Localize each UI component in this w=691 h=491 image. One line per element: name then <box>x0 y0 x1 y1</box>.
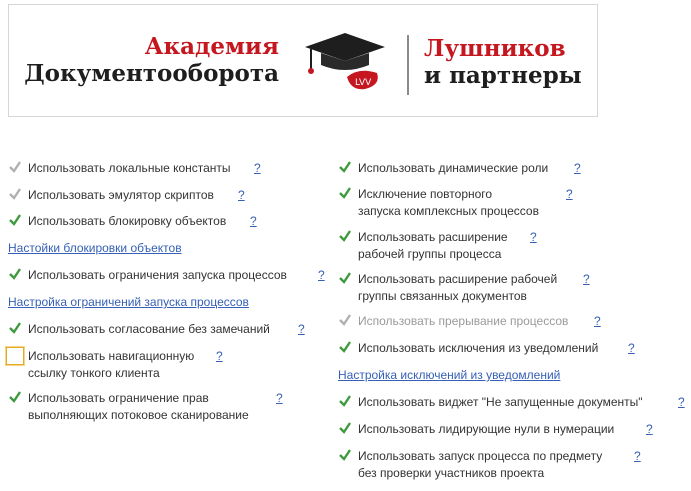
checkmark-icon <box>338 186 352 200</box>
help-streaming-scan-rights[interactable]: ? <box>276 391 283 405</box>
brand-partners-title: Лушников <box>424 35 566 62</box>
checkmark-icon <box>338 229 352 243</box>
label-thin-client-link-line2: ссылку тонкого клиента <box>28 366 160 380</box>
banner-divider <box>407 35 409 95</box>
checkmark-icon <box>8 267 22 281</box>
label-script-emulator: Использовать эмулятор скриптов <box>28 188 214 202</box>
checkbox-streaming-scan-rights[interactable] <box>8 390 22 404</box>
help-process-workgroup-extension[interactable]: ? <box>530 230 537 244</box>
checkmark-icon <box>338 313 352 327</box>
label-repeat-complex-exclusion-line2: запуска комплексных процессов <box>358 204 539 218</box>
checkbox-process-workgroup-extension[interactable] <box>338 229 352 243</box>
label-process-workgroup-extension-line1: Использовать расширение <box>358 230 508 244</box>
help-thin-client-link[interactable]: ? <box>216 349 223 363</box>
link-notification-exclusions-settings[interactable]: Настройка исключений из уведомлений <box>338 368 561 382</box>
label-repeat-complex-exclusion-line1: Исключение повторного <box>358 187 493 201</box>
label-notification-exclusions: Использовать исключения из уведомлений <box>358 341 599 355</box>
checkmark-icon <box>8 390 22 404</box>
help-repeat-complex-exclusion[interactable]: ? <box>566 187 573 201</box>
help-process-interruption[interactable]: ? <box>594 314 601 328</box>
checkbox-repeat-complex-exclusion[interactable] <box>338 186 352 200</box>
label-linked-docs-workgroup-extension-line2: группы связанных документов <box>358 289 527 303</box>
link-process-start-limits-settings[interactable]: Настройка ограничений запуска процессов <box>8 295 249 309</box>
link-object-locking-settings[interactable]: Настойки блокировки объектов <box>8 241 182 255</box>
checkbox-linked-docs-workgroup-extension[interactable] <box>338 271 352 285</box>
option-process-workgroup-extension[interactable] <box>338 229 638 263</box>
label-leading-zeros-numbering: Использовать лидирующие нули в нумерации <box>358 422 615 436</box>
checkmark-icon <box>338 448 352 462</box>
option-repeat-complex-exclusion[interactable] <box>338 186 638 220</box>
brand-partners-subtitle: и партнеры <box>424 62 582 89</box>
label-not-started-docs-widget: Использовать виджет "Не запущенные документы" <box>358 395 643 409</box>
checkbox-subject-process-start[interactable] <box>338 448 352 462</box>
label-object-locking: Использовать блокировку объектов <box>28 214 227 228</box>
checkbox-approval-no-remarks[interactable] <box>8 321 22 335</box>
option-streaming-scan-rights[interactable] <box>8 390 308 424</box>
help-object-locking[interactable]: ? <box>250 214 257 228</box>
brand-partners <box>424 37 582 87</box>
brand-academy-title: Академия <box>144 33 279 60</box>
help-approval-no-remarks[interactable]: ? <box>298 322 305 336</box>
help-notification-exclusions[interactable]: ? <box>628 341 635 355</box>
brand-academy-subtitle: Документооборота <box>24 60 279 87</box>
help-script-emulator[interactable]: ? <box>238 188 245 202</box>
label-streaming-scan-rights-line1: Использовать ограничение прав <box>28 391 209 405</box>
help-local-constants[interactable]: ? <box>254 161 261 175</box>
option-linked-docs-workgroup-extension[interactable] <box>338 271 638 305</box>
checkbox-dynamic-roles[interactable] <box>338 160 352 174</box>
brand-academy <box>24 35 279 85</box>
checkmark-icon <box>338 394 352 408</box>
help-leading-zeros-numbering[interactable]: ? <box>646 422 653 436</box>
checkmark-icon <box>8 160 22 174</box>
label-thin-client-link-line1: Использовать навигационную <box>28 349 195 363</box>
label-process-workgroup-extension-line2: рабочей группы процесса <box>358 247 502 261</box>
header-banner <box>8 4 598 117</box>
help-process-start-limits[interactable]: ? <box>318 268 325 282</box>
label-process-start-limits: Использовать ограничения запуска процессов <box>28 268 287 282</box>
checkmark-icon <box>338 271 352 285</box>
label-subject-process-start-line2: без проверки участников проекта <box>358 466 545 480</box>
option-subject-process-start[interactable] <box>338 448 668 482</box>
help-dynamic-roles[interactable]: ? <box>574 161 581 175</box>
label-subject-process-start-line1: Использовать запуск процесса по предмету <box>358 449 603 463</box>
checkbox-process-start-limits[interactable] <box>8 267 22 281</box>
label-process-interruption: Использовать прерывание процессов <box>358 314 569 328</box>
checkmark-icon <box>8 187 22 201</box>
label-linked-docs-workgroup-extension-line1: Использовать расширение рабочей <box>358 272 558 286</box>
checkbox-leading-zeros-numbering[interactable] <box>338 421 352 435</box>
checkbox-not-started-docs-widget[interactable] <box>338 394 352 408</box>
checkmark-icon <box>8 321 22 335</box>
checkbox-object-locking[interactable] <box>8 213 22 227</box>
checkmark-icon <box>338 340 352 354</box>
label-approval-no-remarks: Использовать согласование без замечаний <box>28 322 270 336</box>
graduation-cap-logo <box>299 31 387 91</box>
checkbox-local-constants[interactable] <box>8 160 22 174</box>
checkbox-thin-client-link[interactable] <box>6 347 24 365</box>
help-linked-docs-workgroup-extension[interactable]: ? <box>583 272 590 286</box>
help-subject-process-start[interactable]: ? <box>634 449 641 463</box>
checkbox-process-interruption[interactable] <box>338 313 352 327</box>
checkbox-notification-exclusions[interactable] <box>338 340 352 354</box>
help-not-started-docs-widget[interactable]: ? <box>678 395 685 409</box>
checkmark-icon <box>8 213 22 227</box>
label-dynamic-roles: Использовать динамические роли <box>358 161 549 175</box>
checkbox-script-emulator[interactable] <box>8 187 22 201</box>
checkmark-icon <box>338 421 352 435</box>
label-local-constants: Использовать локальные константы <box>28 161 231 175</box>
logo-monogram: LVV <box>355 78 372 88</box>
label-streaming-scan-rights-line2: выполняющих потоковое сканирование <box>28 408 249 422</box>
option-thin-client-link[interactable] <box>8 348 308 382</box>
checkmark-icon <box>338 160 352 174</box>
